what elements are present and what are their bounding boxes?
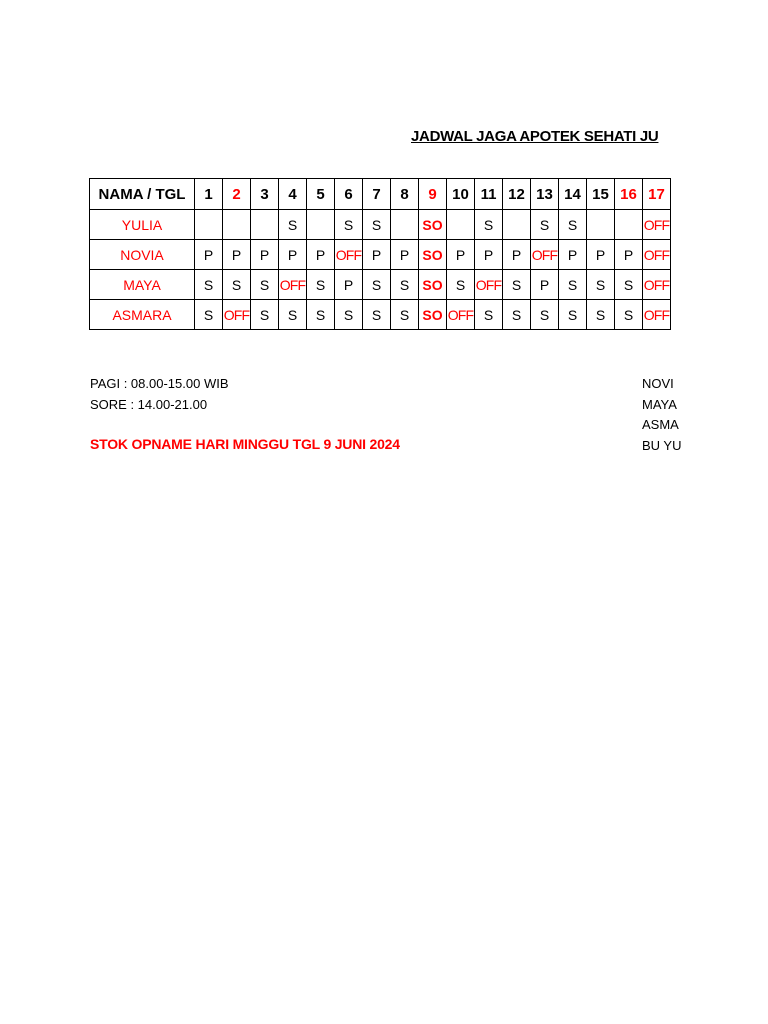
schedule-table xyxy=(89,178,671,330)
shift-cell: P xyxy=(503,240,531,270)
table-row xyxy=(90,240,671,270)
shift-cell: P xyxy=(279,240,307,270)
shift-sore-note: SORE : 14.00-21.00 xyxy=(90,397,208,412)
shift-cell: S xyxy=(587,270,615,300)
shift-cell: S xyxy=(447,270,475,300)
shift-cell: OFF xyxy=(223,300,251,330)
table-row xyxy=(90,210,671,240)
shift-cell xyxy=(195,210,223,240)
header-day-17: 17 xyxy=(643,179,671,210)
staff-name: YULIA xyxy=(90,210,195,240)
shift-cell: OFF xyxy=(531,240,559,270)
shift-cell: P xyxy=(615,240,643,270)
shift-cell: S xyxy=(559,210,587,240)
shift-cell: S xyxy=(363,300,391,330)
shift-cell: S xyxy=(391,270,419,300)
staff-name: NOVIA xyxy=(90,240,195,270)
shift-cell: P xyxy=(531,270,559,300)
stock-opname-note: STOK OPNAME HARI MINGGU TGL 9 JUNI 2024 xyxy=(90,436,400,452)
header-day-13: 13 xyxy=(531,179,559,210)
table-row xyxy=(90,270,671,300)
shift-cell: S xyxy=(559,300,587,330)
shift-cell: S xyxy=(251,270,279,300)
shift-cell: S xyxy=(503,270,531,300)
shift-cell: P xyxy=(251,240,279,270)
header-day-2: 2 xyxy=(223,179,251,210)
shift-cell: SO xyxy=(419,210,447,240)
header-day-7: 7 xyxy=(363,179,391,210)
shift-cell: OFF xyxy=(643,270,671,300)
shift-cell: P xyxy=(195,240,223,270)
shift-cell: S xyxy=(531,210,559,240)
header-day-5: 5 xyxy=(307,179,335,210)
shift-cell: P xyxy=(587,240,615,270)
shift-cell: S xyxy=(335,210,363,240)
shift-cell: P xyxy=(223,240,251,270)
header-name-date: NAMA / TGL xyxy=(90,179,195,210)
shift-cell: S xyxy=(279,210,307,240)
shift-cell: S xyxy=(475,300,503,330)
shift-cell: SO xyxy=(419,240,447,270)
shift-cell: OFF xyxy=(279,270,307,300)
header-day-6: 6 xyxy=(335,179,363,210)
shift-cell xyxy=(391,210,419,240)
shift-cell: S xyxy=(279,300,307,330)
shift-cell: S xyxy=(559,270,587,300)
shift-cell: S xyxy=(391,300,419,330)
shift-cell: S xyxy=(195,300,223,330)
shift-cell: OFF xyxy=(447,300,475,330)
shift-cell xyxy=(447,210,475,240)
shift-pagi-note: PAGI : 08.00-15.00 WIB xyxy=(90,376,229,391)
header-day-8: 8 xyxy=(391,179,419,210)
shift-cell: S xyxy=(307,300,335,330)
header-day-16: 16 xyxy=(615,179,643,210)
shift-cell xyxy=(615,210,643,240)
shift-cell: S xyxy=(363,270,391,300)
table-header-row xyxy=(90,179,671,210)
shift-cell xyxy=(503,210,531,240)
shift-cell: P xyxy=(391,240,419,270)
right-note-4: BU YU xyxy=(642,438,682,453)
shift-cell: S xyxy=(307,270,335,300)
shift-cell: OFF xyxy=(643,210,671,240)
shift-cell: S xyxy=(615,270,643,300)
shift-cell: P xyxy=(475,240,503,270)
header-day-12: 12 xyxy=(503,179,531,210)
staff-name: MAYA xyxy=(90,270,195,300)
shift-cell: S xyxy=(615,300,643,330)
shift-cell: OFF xyxy=(643,240,671,270)
shift-cell: S xyxy=(335,300,363,330)
shift-cell: P xyxy=(307,240,335,270)
shift-cell xyxy=(307,210,335,240)
shift-cell: S xyxy=(475,210,503,240)
header-day-10: 10 xyxy=(447,179,475,210)
header-day-15: 15 xyxy=(587,179,615,210)
shift-cell: S xyxy=(195,270,223,300)
shift-cell xyxy=(251,210,279,240)
table-row xyxy=(90,300,671,330)
header-day-11: 11 xyxy=(475,179,503,210)
right-note-1: NOVI xyxy=(642,376,674,391)
right-note-2: MAYA xyxy=(642,397,677,412)
shift-cell xyxy=(587,210,615,240)
shift-cell: SO xyxy=(419,300,447,330)
header-day-1: 1 xyxy=(195,179,223,210)
shift-cell: P xyxy=(335,270,363,300)
staff-name: ASMARA xyxy=(90,300,195,330)
shift-cell: SO xyxy=(419,270,447,300)
shift-cell: S xyxy=(503,300,531,330)
header-day-4: 4 xyxy=(279,179,307,210)
page-title: JADWAL JAGA APOTEK SEHATI JU xyxy=(411,128,659,145)
shift-cell: S xyxy=(587,300,615,330)
header-day-3: 3 xyxy=(251,179,279,210)
shift-cell: P xyxy=(447,240,475,270)
shift-cell: OFF xyxy=(643,300,671,330)
shift-cell: P xyxy=(363,240,391,270)
header-day-9: 9 xyxy=(419,179,447,210)
header-day-14: 14 xyxy=(559,179,587,210)
shift-cell xyxy=(223,210,251,240)
shift-cell: P xyxy=(559,240,587,270)
shift-cell: OFF xyxy=(475,270,503,300)
right-note-3: ASMA xyxy=(642,417,679,432)
shift-cell: S xyxy=(251,300,279,330)
shift-cell: S xyxy=(531,300,559,330)
shift-cell: S xyxy=(223,270,251,300)
shift-cell: OFF xyxy=(335,240,363,270)
shift-cell: S xyxy=(363,210,391,240)
